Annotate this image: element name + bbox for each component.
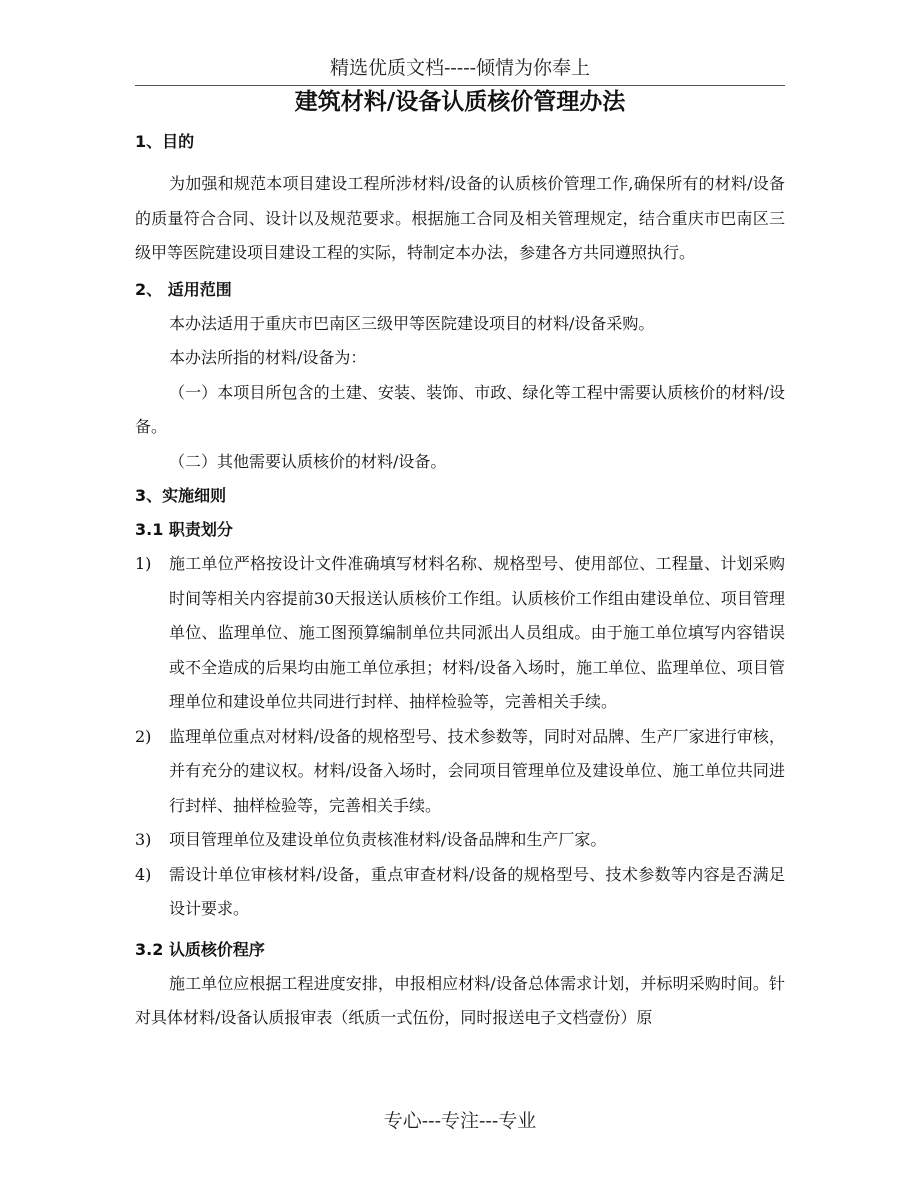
list-item — [135, 720, 785, 824]
section-3-1-heading: 3.1 职责划分 — [135, 520, 233, 539]
list-item-number: 4) — [135, 864, 152, 884]
page-footer: 专心---专注---专业 — [383, 1110, 537, 1132]
list-item-text: 监理单位重点对材料/设备的规格型号、技术参数等，同时对品牌、生产厂家进行审核，并有充分的建议权。材料/设备入场时，会同项目管理单位及建设单位、施工单位共同进行封样、抽样检验等，完善相关手续。 — [169, 726, 785, 815]
section-2-paragraph-3: （一）本项目所包含的土建、安装、装饰、市政、绿化等工程中需要认质核价的材料/设备。 — [135, 382, 785, 436]
list-item-number: 3) — [135, 830, 152, 849]
section-3-2-heading: 3.2 认质核价程序 — [135, 939, 265, 959]
section-2-paragraph-1: 本办法适用于重庆市巴南区三级甲等医院建设项目的材料/设备采购。 — [169, 313, 655, 333]
list-item-text: 需设计单位审核材料/设备，重点审查材料/设备的规格型号、技术参数等内容是否满足设计要求。 — [169, 864, 785, 918]
list-item — [135, 823, 785, 858]
section-1-paragraph: 为加强和规范本项目建设工程所涉材料/设备的认质核价管理工作,确保所有的材料/设备的质量符合合同、设计以及规范要求。根据施工合同及相关管理规定，结合重庆市巴南区三级甲等医院建设项目建设工程的实际，特制定本办法，参建各方共同遵照执行。 — [135, 174, 785, 262]
section-2-paragraph-2: 本办法所指的材料/设备为： — [169, 348, 367, 367]
section-1-heading: 1、目的 — [135, 132, 195, 151]
list-item-text: 施工单位严格按设计文件准确填写材料名称、规格型号、使用部位、工程量、计划采购时间等相关内容提前30天报送认质核价工作组。认质核价工作组由建设单位、项目管理单位、监理单位、施工图预算编制单位共同派出人员组成。由于施工单位填写内容错误或不全造成的后果均由施工单位承担；材料/设备入场时，施工单位、监理单位、项目管理单位和建设单位共同进行封样、抽样检验等，完善相关手续。 — [169, 554, 785, 711]
section-3-2-paragraph: 施工单位应根据工程进度安排，申报相应材料/设备总体需求计划，并标明采购时间。针对具体材料/设备认质报审表（纸质一式伍份，同时报送电子文档壹份）原 — [135, 973, 785, 1027]
list-item — [135, 858, 785, 927]
section-3-heading: 3、实施细则 — [135, 486, 227, 505]
document-body — [135, 126, 785, 1036]
section-2-paragraph-4: （二）其他需要认质核价的材料/设备。 — [169, 451, 447, 471]
list-item-text: 项目管理单位及建设单位负责核准材料/设备品牌和生产厂家。 — [169, 830, 607, 849]
list-item-number: 2) — [135, 726, 152, 746]
document-title: 建筑材料/设备认质核价管理办法 — [294, 89, 626, 115]
list-item-number: 1) — [135, 554, 152, 573]
list-item — [135, 547, 785, 720]
section-2-heading: 2、 适用范围 — [135, 279, 232, 299]
page-header: 精选优质文档-----倾情为你奉上 — [135, 55, 785, 86]
